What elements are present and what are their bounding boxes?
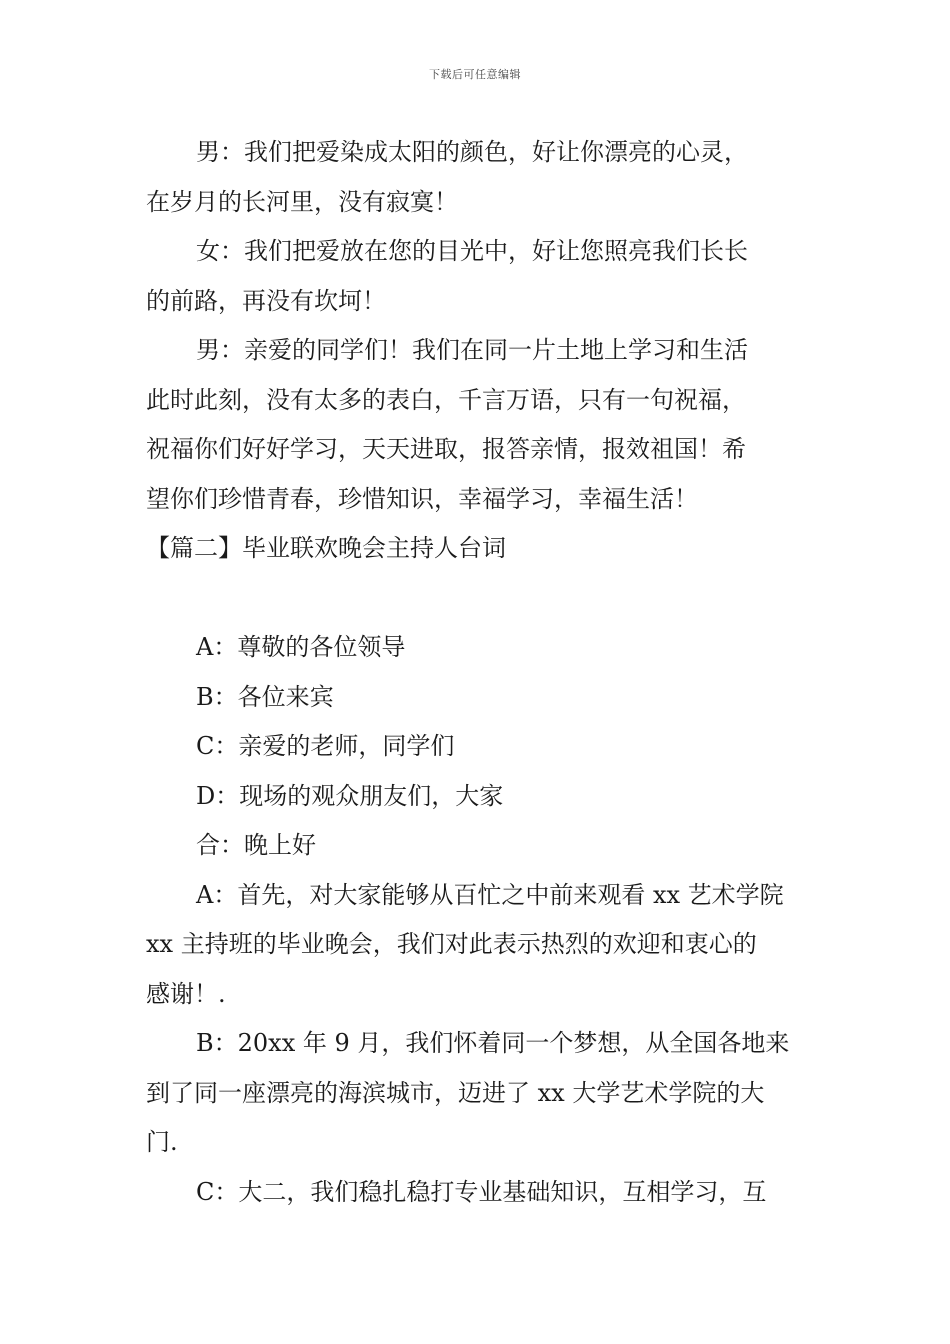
paragraph-line: xx 主持班的毕业晚会，我们对此表示热烈的欢迎和衷心的 — [146, 930, 757, 958]
paragraph-line: 女：我们把爱放在您的目光中，好让您照亮我们长长 — [196, 237, 748, 265]
paragraph-line: C：大二，我们稳扎稳打专业基础知识，互相学习，互 — [196, 1177, 767, 1206]
paragraph-line: 感谢！. — [146, 979, 226, 1008]
paragraph-line: 此时此刻，没有太多的表白，千言万语，只有一句祝福， — [146, 385, 746, 414]
header-note: 下载后可任意编辑 — [429, 68, 521, 81]
paragraph-line: 在岁月的长河里，没有寂寞！ — [146, 187, 458, 216]
dialogue-line: C：亲爱的老师，同学们 — [196, 732, 455, 760]
paragraph-line: 门. — [146, 1128, 178, 1156]
paragraph-line: B：20xx 年 9 月，我们怀着同一个梦想，从全国各地来 — [196, 1029, 790, 1057]
dialogue-line: A：尊敬的各位领导 — [196, 633, 406, 661]
dialogue-line: B：各位来宾 — [196, 682, 334, 711]
paragraph-line: 的前路，再没有坎坷！ — [146, 286, 386, 315]
paragraph-line: 男：我们把爱染成太阳的颜色，好让你漂亮的心灵， — [196, 138, 748, 166]
document-body — [146, 128, 810, 1217]
paragraph-line: 望你们珍惜青春，珍惜知识，幸福学习，幸福生活！ — [146, 484, 698, 513]
paragraph-line: 祝福你们好好学习，天天进取，报答亲情，报效祖国！希 — [146, 435, 746, 463]
paragraph-line: 男：亲爱的同学们！我们在同一片土地上学习和生活 — [196, 336, 748, 364]
paragraph-line: 到了同一座漂亮的海滨城市，迈进了 xx 大学艺术学院的大 — [146, 1078, 765, 1107]
dialogue-line: 合：晚上好 — [196, 831, 316, 859]
paragraph-line: A：首先，对大家能够从百忙之中前来观看 xx 艺术学院 — [196, 880, 784, 909]
blank-line — [146, 574, 810, 624]
dialogue-line: D：现场的观众朋友们，大家 — [196, 781, 504, 810]
section-heading: 【篇二】毕业联欢晚会主持人台词 — [146, 534, 506, 562]
